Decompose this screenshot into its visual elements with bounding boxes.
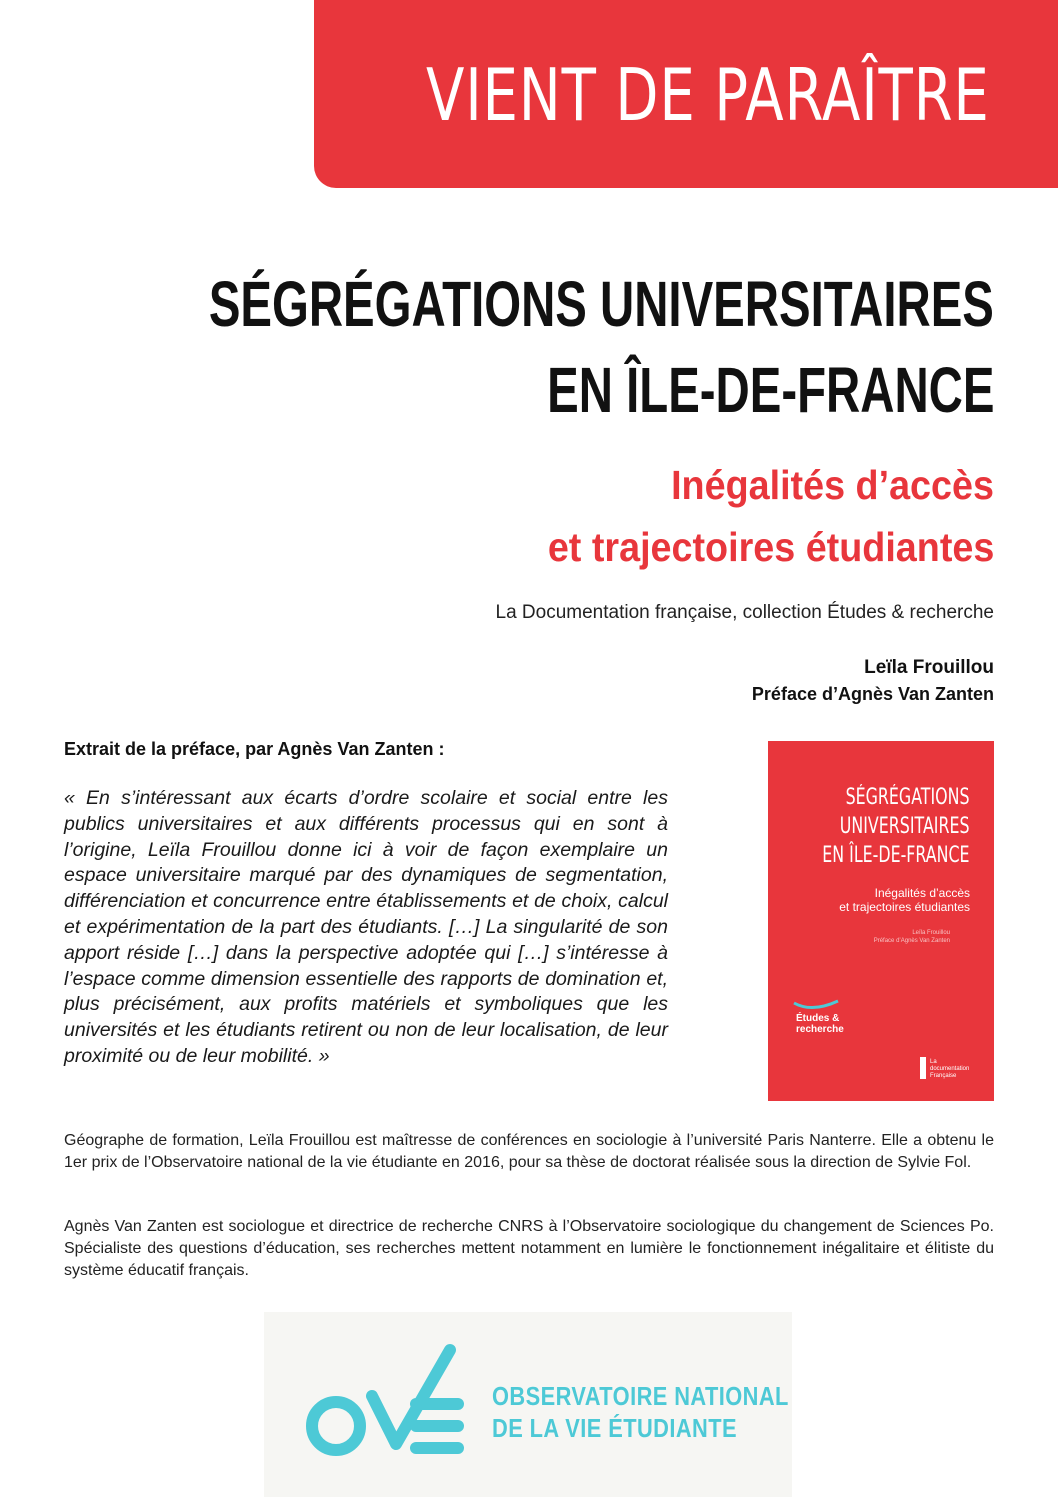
publisher-collection: La Documentation française, collection Études & recherche (495, 602, 994, 623)
cover-author: Leïla Frouillou Préface d’Agnès Van Zanten (873, 930, 950, 944)
book-subtitle-line-2: et trajectoires étudiantes (547, 524, 994, 570)
cover-subtitle: Inégalités d’accès et trajectoires étudiantes (839, 886, 970, 914)
ove-logo-block (264, 1312, 792, 1497)
book-title-line-2: EN ÎLE-DE-FRANCE (546, 354, 994, 426)
header-banner (314, 0, 1058, 188)
cover-title: SÉGRÉGATIONS UNIVERSITAIRES EN ÎLE-DE-FRANCE (822, 785, 970, 868)
ove-name: OBSERVATOIRE NATIONAL DE LA VIE ÉTUDIANTE (492, 1381, 789, 1443)
publisher-mark-icon (920, 1057, 926, 1079)
preface-quote: « En s’intéressant aux écarts d’ordre scolaire et social entre les publics universitaires et aux différents processus qui en sont à l’origine, Leïla Frouillou donne ici à voir de façon exemplaire un espace universitaire marqué par des dynamiques de segmentation, différenciation et concurrence entre établissements et de choix, calcul et expérimentation de la part des étudiants. […] La singularité de son apport réside […] dans la perspective adoptée qui […] s’intéresse à l’espace comme dimension essentielle des rapports de domination et, plus précisément, aux profits matériels et symboliques que les universités et les étudiants retirent ou non de leur localisation, de leur proximité ou de leur mobilité. » (64, 787, 668, 1067)
banner-label: VIENT DE PARAÎTRE (426, 53, 990, 137)
preface-credit: Préface d’Agnès Van Zanten (751, 684, 994, 704)
series-swoosh-icon (792, 999, 840, 1013)
book-cover-image (768, 741, 994, 1101)
preface-author-bio: Agnès Van Zanten est sociologue et directrice de recherche CNRS à l’Observatoire sociologique du changement de Sciences Po. Spécialiste des questions d’éducation, ses recherches mettent notamment en lumière le fonctionnement inégalitaire et élitiste du système éducatif français. (64, 1218, 994, 1279)
ove-logo-icon (304, 1340, 466, 1458)
author-name: Leïla Frouillou (864, 657, 994, 678)
book-title-line-1: SÉGRÉGATIONS UNIVERSITAIRES (208, 268, 994, 340)
excerpt-heading: Extrait de la préface, par Agnès Van Zanten : (64, 739, 445, 759)
cover-publisher: La documentation Française (930, 1059, 970, 1079)
author-bio: Géographe de formation, Leïla Frouillou est maîtresse de conférences en sociologie à l’université Paris Nanterre. Elle a obtenu le 1er prix de l’Observatoire national de la vie étudiante en 2016, pour sa thèse de doctorat réalisée sous la direction de Sylvie Fol. (64, 1132, 994, 1171)
cover-series-label: Études & recherche (796, 1013, 844, 1035)
book-subtitle-line-1: Inégalités d’accès (671, 462, 994, 508)
